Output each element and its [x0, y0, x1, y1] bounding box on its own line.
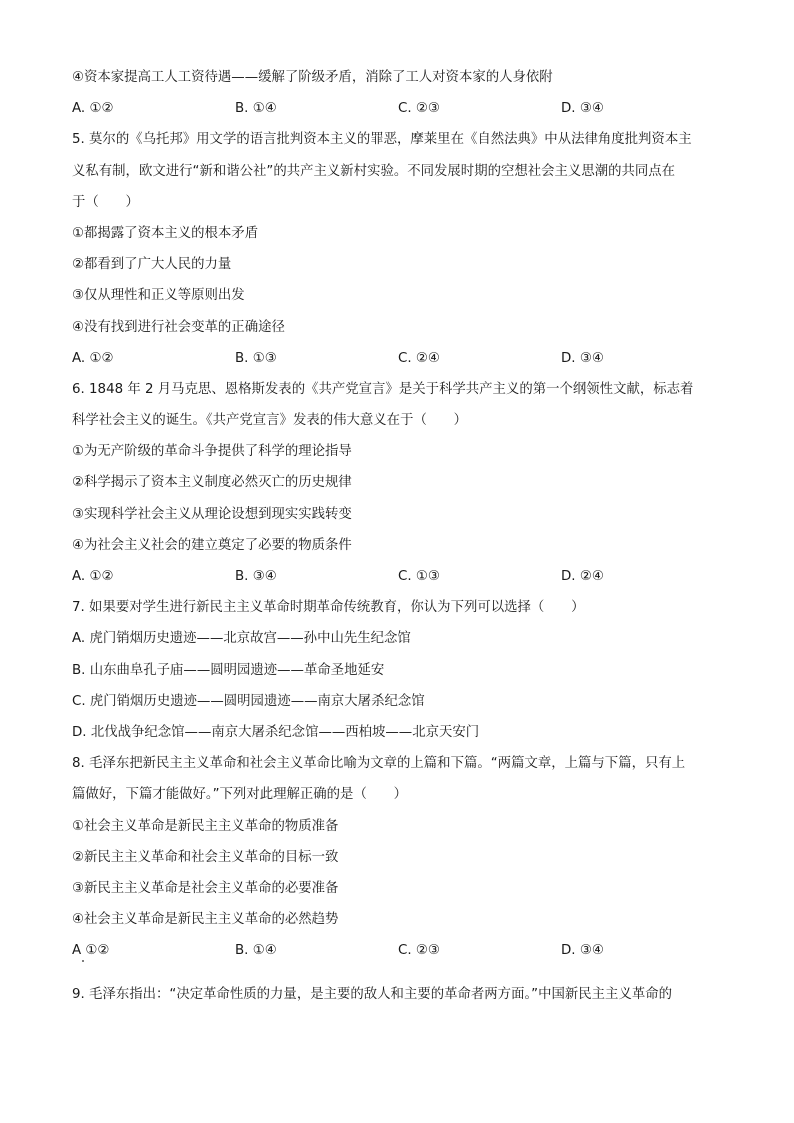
- stray-dot: [82, 960, 84, 962]
- q8-stem-line-2: 篇做好，下篇才能做好。”下列对此理解正确的是（ ）: [72, 787, 408, 803]
- q8-option-c[interactable]: C. ②③: [398, 943, 440, 959]
- q6-statement-3: ③实现科学社会主义从理论设想到现实实践转变: [72, 506, 352, 522]
- q4-option-c[interactable]: C. ②③: [398, 101, 440, 117]
- q4-option-d[interactable]: D. ③④: [561, 101, 604, 117]
- q5-statement-3: ③仅从理性和正义等原则出发: [72, 288, 245, 304]
- q5-statement-2: ②都看到了广大人民的力量: [72, 257, 232, 273]
- q6-statement-4: ④为社会主义社会的建立奠定了必要的物质条件: [72, 537, 352, 553]
- q5-option-b[interactable]: B. ①③: [235, 350, 277, 366]
- q8-statement-1: ①社会主义革命是新民主主义革命的物质准备: [72, 818, 339, 834]
- q5-option-c[interactable]: C. ②④: [398, 350, 440, 366]
- q7-choice-d[interactable]: D. 北伐战争纪念馆——南京大屠杀纪念馆——西柏坡——北京天安门: [72, 724, 480, 740]
- q8-statement-4: ④社会主义革命是新民主主义革命的必然趋势: [72, 912, 339, 928]
- q6-statement-2: ②科学揭示了资本主义制度必然灭亡的历史规律: [72, 475, 352, 491]
- q7-choice-a[interactable]: A. 虎门销烟历史遗迹——北京故宫——孙中山先生纪念馆: [72, 631, 411, 647]
- q8-option-b[interactable]: B. ①④: [235, 943, 277, 959]
- q9-stem-line-1: 9. 毛泽东指出：“决定革命性质的力量，是主要的敌人和主要的革命者两方面。”中国新民主主义革命的: [72, 987, 673, 1003]
- q6-option-a[interactable]: A. ①②: [72, 569, 114, 584]
- q8-statement-3: ③新民主主义革命是社会主义革命的必要准备: [72, 880, 339, 896]
- q6-stem-line-1: 6. 1848 年 2 月马克思、恩格斯发表的《共产党宣言》是关于科学共产主义的第一个纲领性文献，标志着: [72, 381, 694, 397]
- q5-stem-line-1: 5. 莫尔的《乌托邦》用文学的语言批判资本主义的罪恶，摩莱里在《自然法典》中从法律角度批判资本主: [72, 132, 692, 148]
- q4-options: [72, 93, 732, 124]
- q5-statement-4: ④没有找到进行社会变革的正确途径: [72, 319, 285, 335]
- q5-option-d[interactable]: D. ③④: [561, 350, 604, 366]
- q6-option-b[interactable]: B. ③④: [235, 569, 277, 584]
- q7-choice-c[interactable]: C. 虎门销烟历史遗迹——圆明园遗迹——南京大屠杀纪念馆: [72, 693, 425, 709]
- q6-option-d[interactable]: D. ②④: [561, 569, 604, 584]
- q6-statement-1: ①为无产阶级的革命斗争提供了科学的理论指导: [72, 444, 352, 460]
- document-page: [72, 62, 732, 1011]
- q5-stem-line-2: 义私有制，欧文进行“新和谐公社”的共产主义新村实验。不同发展时期的空想社会主义思潮的共同点在: [72, 163, 676, 179]
- q4-option-a[interactable]: A. ①②: [72, 101, 114, 117]
- q5-options: [72, 343, 732, 374]
- q5-stem-line-3: 于（ ）: [72, 194, 139, 210]
- q8-option-a[interactable]: A ①②: [72, 943, 110, 959]
- q6-stem-line-2: 科学社会主义的诞生。《共产党宣言》发表的伟大意义在于（ ）: [72, 413, 468, 429]
- q6-option-c[interactable]: C. ①③: [398, 569, 440, 584]
- q4-option-b[interactable]: B. ①④: [235, 101, 277, 117]
- q8-option-d[interactable]: D. ③④: [561, 943, 604, 959]
- q4-statement-4: ④资本家提高工人工资待遇——缓解了阶级矛盾，消除了工人对资本家的人身依附: [72, 70, 553, 85]
- q7-choice-b[interactable]: B. 山东曲阜孔子庙——圆明园遗迹——革命圣地延安: [72, 662, 385, 678]
- q5-option-a[interactable]: A. ①②: [72, 350, 114, 366]
- q8-statement-2: ②新民主主义革命和社会主义革命的目标一致: [72, 849, 339, 865]
- q5-statement-1: ①都揭露了资本主义的根本矛盾: [72, 225, 259, 241]
- q8-options: [72, 935, 732, 966]
- q6-options: [72, 561, 732, 592]
- q8-stem-line-1: 8. 毛泽东把新民主主义革命和社会主义革命比喻为文章的上篇和下篇。“两篇文章，上篇与下篇，只有上: [72, 756, 686, 772]
- q7-stem: 7. 如果要对学生进行新民主主义革命时期革命传统教育，你认为下列可以选择（ ）: [72, 600, 585, 616]
